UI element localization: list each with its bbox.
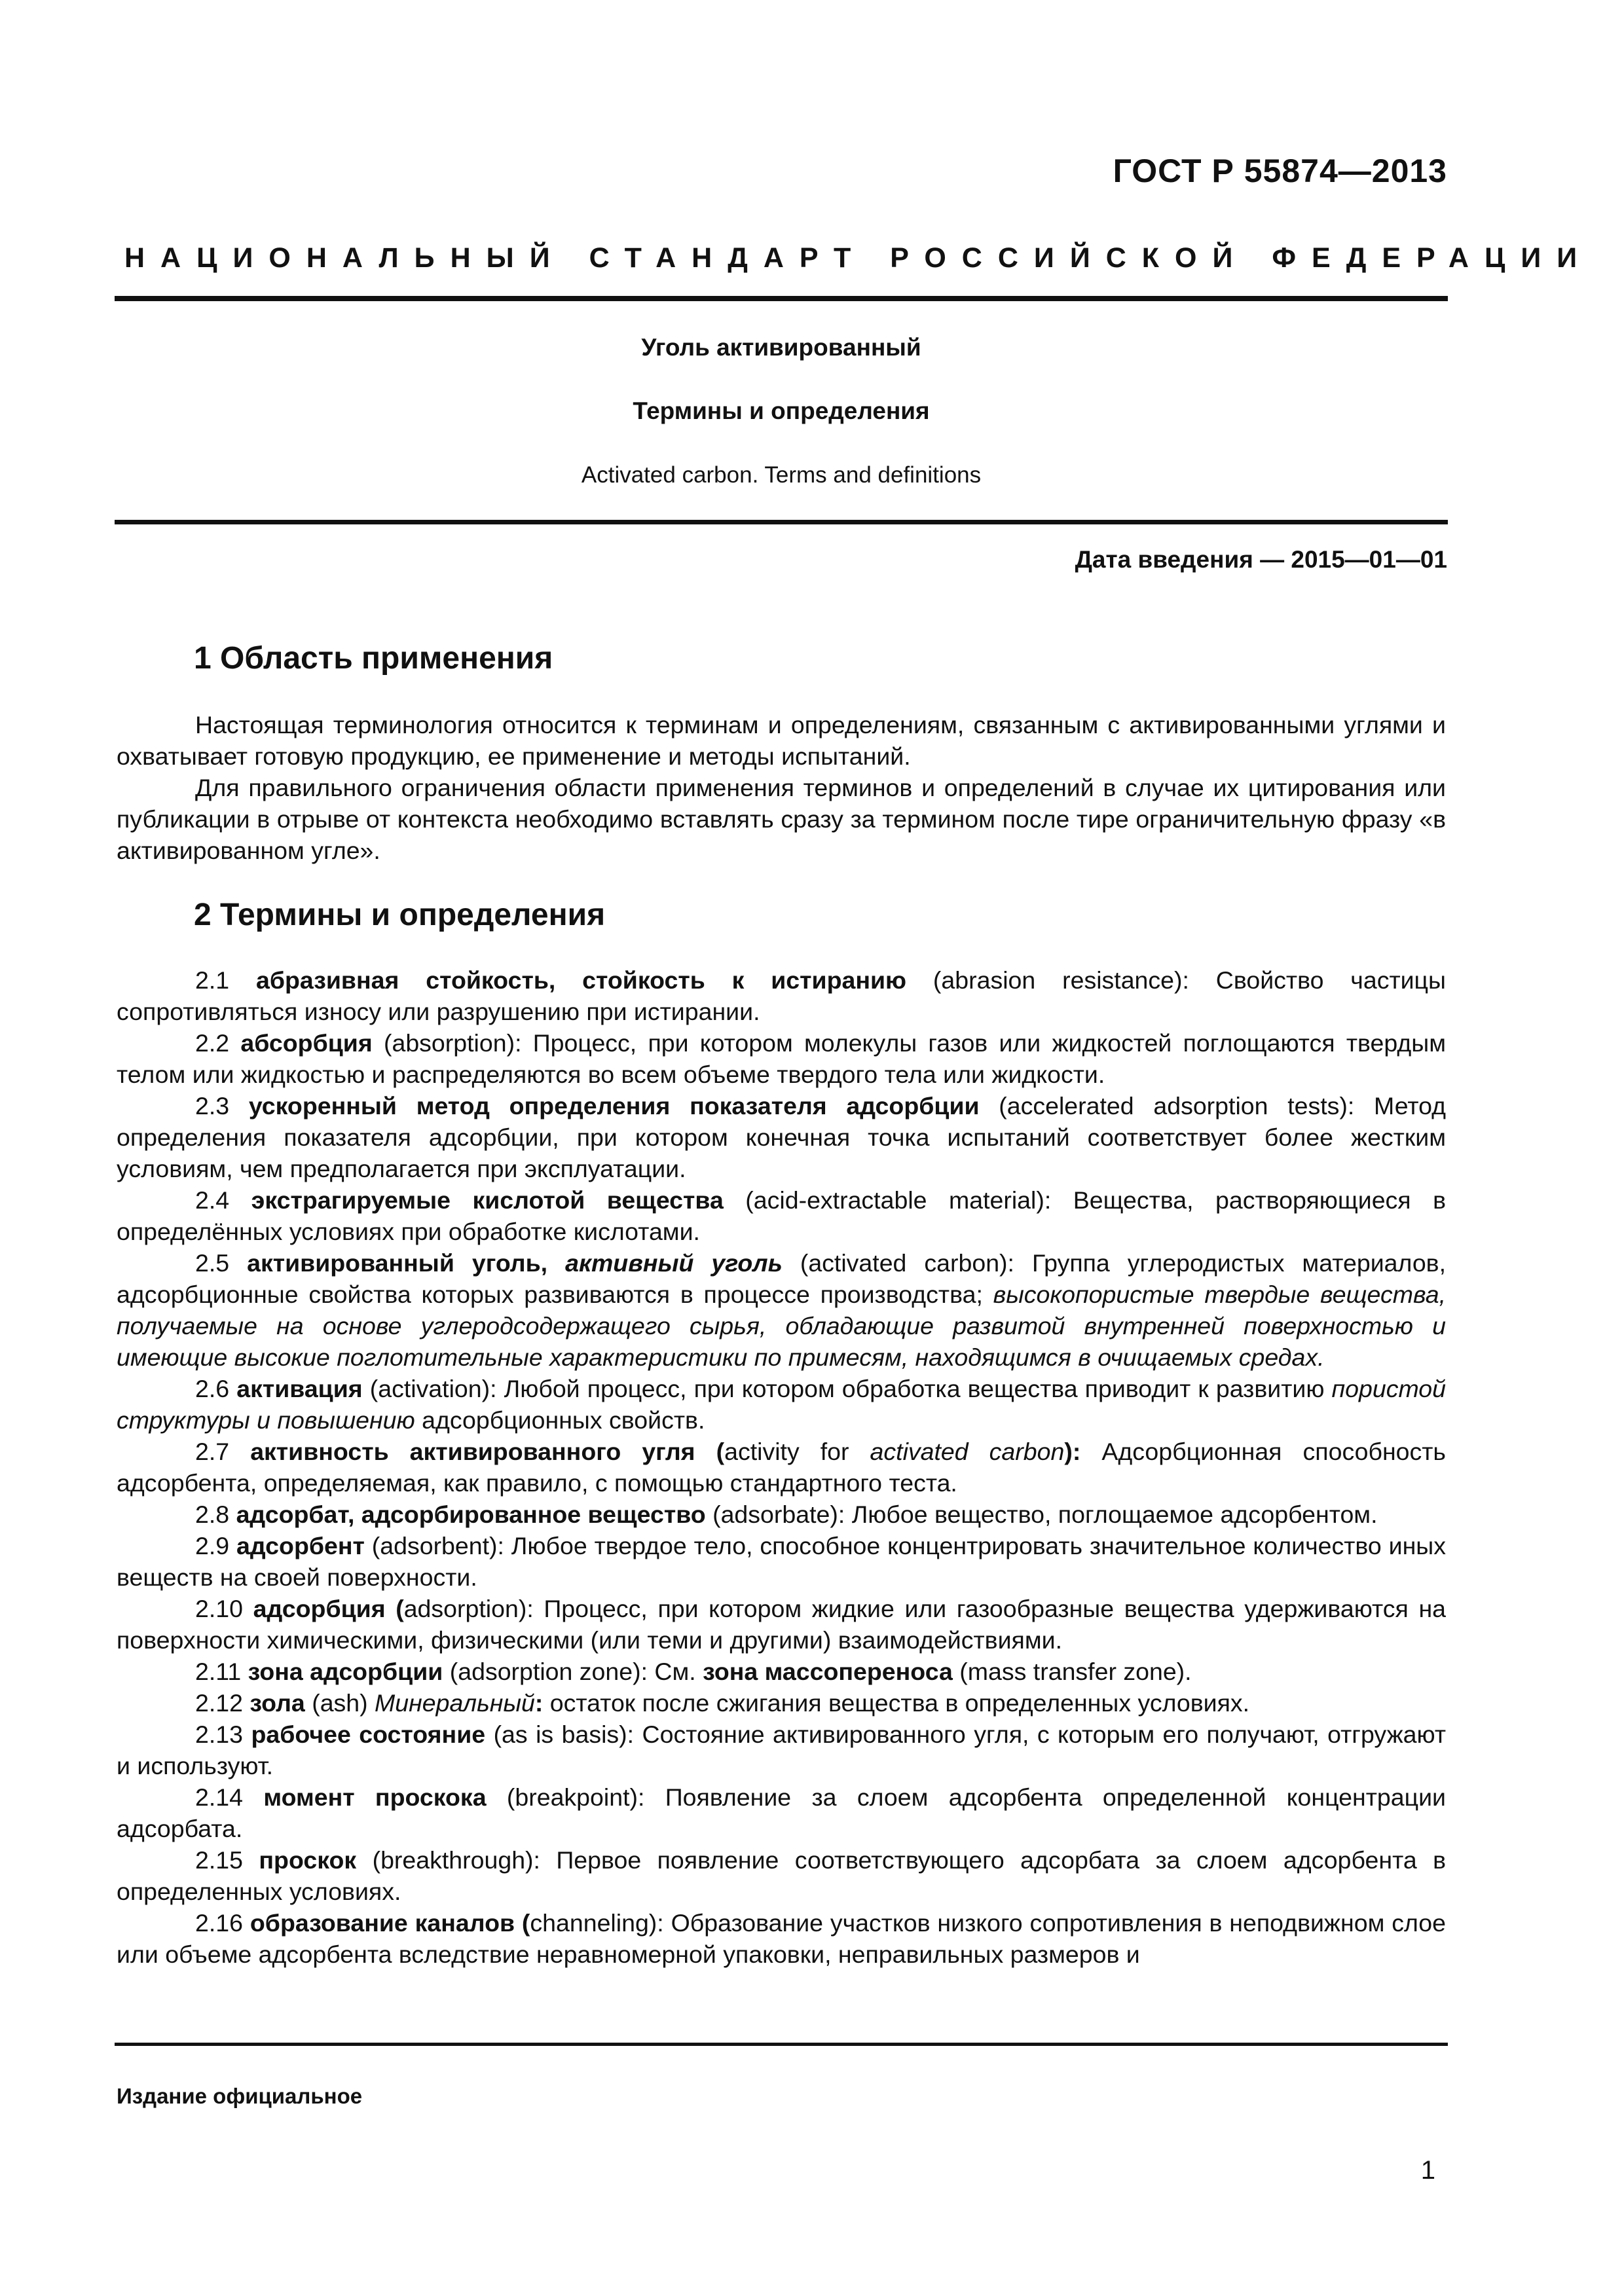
term-number: 2.2 xyxy=(195,1029,230,1057)
term-entry xyxy=(117,964,1446,1027)
term-number: 2.3 xyxy=(195,1092,230,1120)
term-entry xyxy=(117,1499,1446,1530)
term-definition-italic: Минеральный xyxy=(367,1689,535,1717)
section-2-heading: 2 Термины и определения xyxy=(194,898,606,932)
section-1-heading: 1 Область применения xyxy=(194,641,553,676)
term-name-italic: активный уголь xyxy=(565,1249,783,1277)
term-definition-bold: ): xyxy=(1064,1438,1081,1465)
term-definition: adsorption): Процесс, при котором жидкие или газообразные вещества удерживаются на поверхности химическими, физическими (или теми и другими) взаимодействиями. xyxy=(117,1595,1446,1654)
term-entry xyxy=(117,1027,1446,1090)
term-definition: (adsorbate): Любое вещество, поглощаемое адсорбентом. xyxy=(705,1501,1378,1528)
bottom-divider xyxy=(115,2043,1448,2046)
term-entry xyxy=(117,1436,1446,1499)
term-number: 2.16 xyxy=(195,1909,243,1937)
term-name: зона адсорбции xyxy=(248,1658,443,1685)
edition-label: Издание официальное xyxy=(117,2084,363,2108)
term-name: момент проскока xyxy=(263,1783,487,1811)
term-name: адсорбент xyxy=(236,1532,365,1559)
term-definition-italic: activated carbon xyxy=(870,1438,1065,1465)
section-1-body xyxy=(117,709,1446,866)
term-number: 2.9 xyxy=(195,1532,230,1559)
term-entry xyxy=(117,1373,1446,1436)
term-name: рабочее состояние xyxy=(251,1721,486,1748)
introduction-date: Дата введения — 2015—01—01 xyxy=(1075,546,1447,573)
terms-list xyxy=(117,964,1446,2051)
document-subtitle: Термины и определения xyxy=(633,397,930,424)
term-number: 2.4 xyxy=(195,1186,230,1214)
term-entry xyxy=(117,1656,1446,1687)
national-standard-banner: НАЦИОНАЛЬНЫЙ СТАНДАРТ РОССИЙСКОЙ ФЕДЕРАЦИИ xyxy=(124,242,1593,274)
page-number: 1 xyxy=(1420,2156,1435,2185)
term-name: проскок xyxy=(259,1846,357,1874)
term-entry xyxy=(117,1530,1446,1593)
term-definition: (breakthrough): Первое появление соответствующего адсорбата за слоем адсорбента в определенных условиях. xyxy=(117,1846,1446,1905)
term-definition-tail: (mass transfer zone). xyxy=(952,1658,1192,1685)
term-number: 2.7 xyxy=(195,1438,230,1465)
term-name: адсорбция ( xyxy=(253,1595,404,1622)
term-number: 2.5 xyxy=(195,1249,230,1277)
top-divider xyxy=(115,296,1448,301)
term-number: 2.10 xyxy=(195,1595,243,1622)
document-title-english: Activated carbon. Terms and definitions xyxy=(581,462,982,488)
term-name: абсорбция xyxy=(240,1029,373,1057)
term-entry xyxy=(117,1844,1446,1907)
term-name: активация xyxy=(236,1375,363,1402)
term-number: 2.14 xyxy=(195,1783,243,1811)
term-definition-italic: пористой структуры и повышению xyxy=(117,1375,1446,1434)
term-definition: (activation): Любой процесс, при котором обработка вещества приводит к развитию xyxy=(362,1375,1332,1402)
term-entry xyxy=(117,1184,1446,1247)
term-name: активированный уголь, xyxy=(247,1249,566,1277)
term-definition-italic: высокопористые твердые вещества, получаемые на основе углеродсодержащего сырья, обладающие развитой внутренней поверхностью и имеющие высокие поглотительные характеристики по примесям, находящимся в очищаемых средах. xyxy=(117,1281,1446,1371)
term-definition: (abrasion resistance): Свойство частицы сопротивляться износу или разрушению при истирании. xyxy=(117,966,1446,1025)
term-definition-tail: Адсорбционная способность адсорбента, определяемая, как правило, с помощью стандартного теста. xyxy=(117,1438,1446,1497)
term-definition-tail: остаток после сжигания вещества в определенных условиях. xyxy=(543,1689,1250,1717)
term-name: экстрагируемые кислотой вещества xyxy=(251,1186,724,1214)
term-definition: (adsorbent): Любое твердое тело, способное концентрировать значительное количество иных веществ на своей поверхности. xyxy=(117,1532,1446,1591)
term-entry xyxy=(117,1593,1446,1656)
term-entry xyxy=(117,1907,1446,1970)
term-definition-tail: адсорбционных свойств. xyxy=(415,1406,705,1434)
title-divider xyxy=(115,520,1448,524)
term-definition: (acid-extractable material): Вещества, растворяющиеся в определённых условиях при обработке кислотами. xyxy=(117,1186,1446,1245)
term-definition-bold: зона массопереноса xyxy=(703,1658,953,1685)
term-number: 2.13 xyxy=(195,1721,243,1748)
term-definition: (accelerated adsorption tests): Метод определения показателя адсорбции, при котором конечная точка испытаний соответствует более жестким условиям, чем предполагается при эксплуатации. xyxy=(117,1092,1446,1182)
term-definition: channeling): Образование участков низкого сопротивления в неподвижном слое или объеме адсорбента вследствие неравномерной упаковки, неправильных размеров и xyxy=(117,1909,1446,1968)
term-definition: (ash) xyxy=(304,1689,368,1717)
term-name: образование каналов ( xyxy=(249,1909,530,1937)
term-definition-bold: : xyxy=(534,1689,544,1717)
term-entry xyxy=(117,1247,1446,1373)
term-number: 2.1 xyxy=(195,966,230,994)
section-1-paragraph: Для правильного ограничения области применения терминов и определений в случае их цитирования или публикации в отрыве от контекста необходимо вставлять сразу за термином после тире ограничительную фразу «в активированном угле». xyxy=(117,774,1446,864)
term-number: 2.12 xyxy=(195,1689,243,1717)
term-name: адсорбат, адсорбированное вещество xyxy=(236,1501,706,1528)
term-entry xyxy=(117,1687,1446,1719)
term-number: 2.11 xyxy=(195,1658,242,1685)
gost-code: ГОСТ Р 55874—2013 xyxy=(1113,153,1447,189)
term-definition: (absorption): Процесс, при котором молекулы газов или жидкостей поглощаются твердым телом или жидкостью и распределяются во всем объеме твердого тела или жидкости. xyxy=(117,1029,1446,1088)
term-number: 2.6 xyxy=(195,1375,230,1402)
term-entry xyxy=(117,1719,1446,1781)
section-1-paragraph: Настоящая терминология относится к терминам и определениям, связанным с активированными углями и охватывает готовую продукцию, ее применение и методы испытаний. xyxy=(117,711,1446,770)
term-number: 2.15 xyxy=(195,1846,243,1874)
term-definition: (as is basis): Состояние активированного угля, с которым его получают, отгружают и используют. xyxy=(117,1721,1446,1779)
term-definition: (activated carbon): Группа углеродистых материалов, адсорбционные свойства которых развиваются в процессе производства; xyxy=(117,1249,1446,1308)
term-entry xyxy=(117,1090,1446,1184)
term-name: абразивная стойкость, стойкость к истиранию xyxy=(256,966,907,994)
term-name: зола xyxy=(249,1689,305,1717)
term-entry xyxy=(117,1781,1446,1844)
term-definition: (adsorption zone): См. xyxy=(443,1658,703,1685)
term-definition: activity for xyxy=(724,1438,870,1465)
document-title: Уголь активированный xyxy=(641,334,921,361)
term-number: 2.8 xyxy=(195,1501,230,1528)
term-definition: (breakpoint): Появление за слоем адсорбента определенной концентрации адсорбата. xyxy=(117,1783,1446,1842)
term-name: ускоренный метод определения показателя адсорбции xyxy=(248,1092,980,1120)
term-name: активность активированного угля ( xyxy=(250,1438,725,1465)
